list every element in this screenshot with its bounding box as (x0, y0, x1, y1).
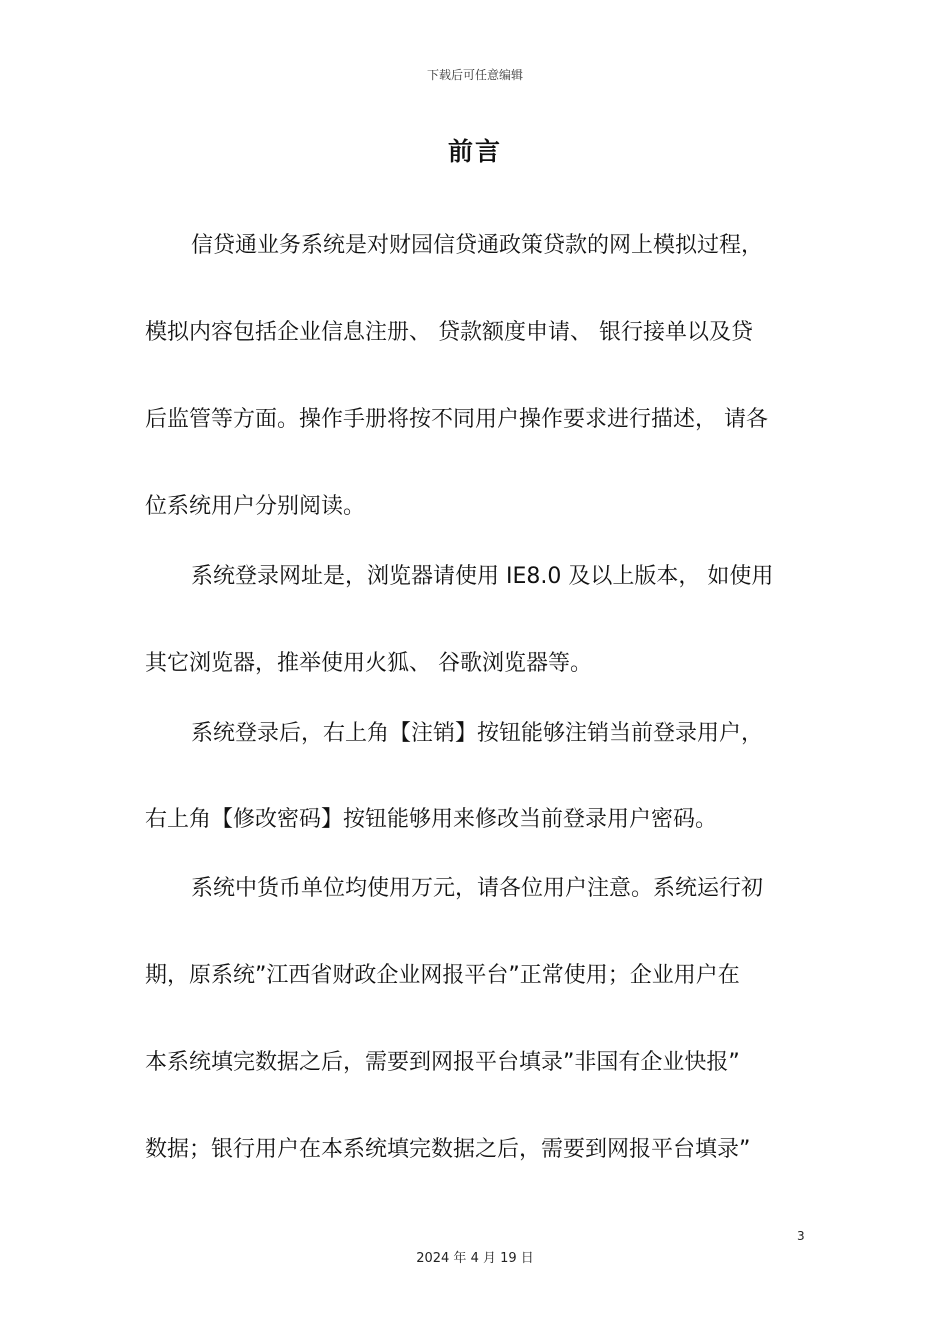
body-line-12: 数据；银行用户在本系统填完数据之后，需要到网报平台填录” (145, 1137, 751, 1162)
body-line-8: 右上角【修改密码】按钮能够用来修改当前登录用户密码。 (145, 807, 718, 832)
page-title: 前言 (447, 137, 502, 166)
body-line-5: 系统登录网址是，浏览器请使用 IE8.0 及以上版本， 如使用 (191, 564, 774, 589)
body-line-1: 信贷通业务系统是对财园信贷通政策贷款的网上模拟过程， (191, 233, 764, 258)
body-line-3: 后监管等方面。操作手册将按不同用户操作要求进行描述， 请各 (145, 407, 768, 432)
body-line-7: 系统登录后，右上角【注销】按钮能够注销当前登录用户， (191, 721, 764, 746)
body-line-2: 模拟内容包括企业信息注册、 贷款额度申请、 银行接单以及贷 (145, 320, 753, 345)
body-line-10: 期，原系统”江西省财政企业网报平台”正常使用；企业用户在 (145, 963, 740, 988)
body-line-9: 系统中货币单位均使用万元，请各位用户注意。系统运行初 (191, 876, 764, 901)
body-line-6: 其它浏览器，推举使用火狐、 谷歌浏览器等。 (145, 651, 592, 676)
footer-date: 2024 年 4 月 19 日 (416, 1251, 534, 1266)
page-number: 3 (797, 1229, 805, 1243)
body-line-11: 本系统填完数据之后，需要到网报平台填录”非国有企业快报” (145, 1050, 740, 1075)
body-line-4: 位系统用户分别阅读。 (145, 494, 366, 519)
header-note: 下载后可任意编辑 (426, 68, 523, 82)
